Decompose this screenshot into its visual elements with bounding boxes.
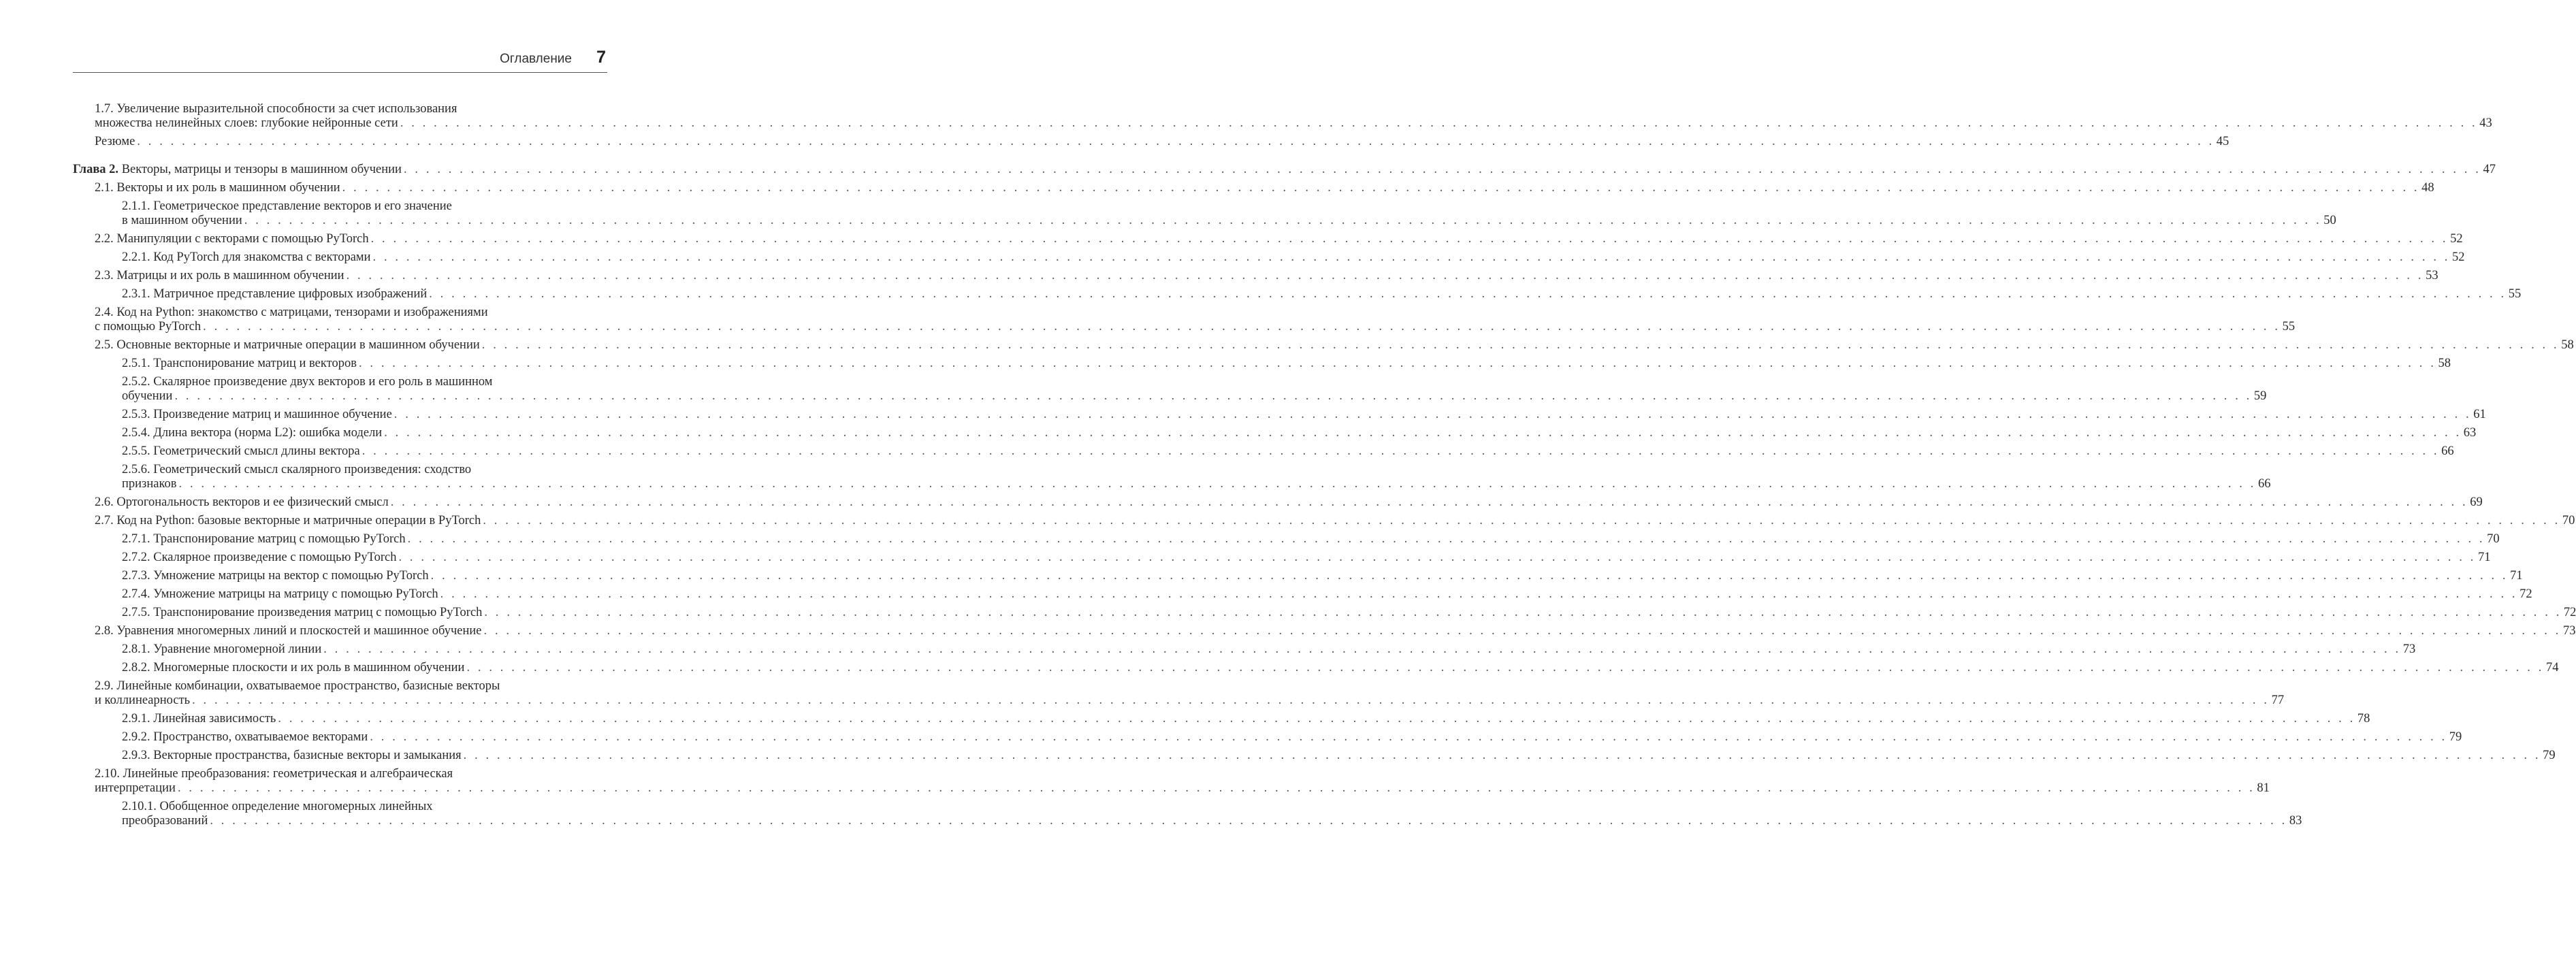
toc-entry-title: интерпретации [95, 781, 176, 795]
toc-entry-section-2-5-5 [73, 444, 2454, 459]
toc-entry-title: признаков [122, 477, 177, 491]
toc-entry-line [95, 514, 2575, 528]
page-number: 7 [596, 48, 606, 67]
dot-leader [384, 426, 2461, 440]
dot-leader [391, 495, 2468, 510]
dot-leader [174, 389, 2251, 404]
dot-leader [373, 250, 2450, 265]
toc-entry-title: 2.7. Код на Python: базовые векторные и матричные операции в PyTorch [95, 514, 481, 527]
toc-entry-title: 2.2. Манипуляции с векторами с помощью PyTorch [95, 232, 369, 246]
toc-entry-title-line: 1.7. Увеличение выразительной способности за счет использования [95, 102, 457, 116]
dot-leader [398, 551, 2475, 565]
toc-entry-title: 2.5.1. Транспонирование матриц и векторов [122, 357, 357, 370]
toc-entry-title-line: 2.10.1. Обобщенное определение многомерных линейных [122, 800, 433, 813]
toc-entry-title: 2.7.1. Транспонирование матриц с помощью PyTorch [122, 532, 406, 546]
toc-page-number: 58 [2561, 338, 2574, 352]
toc-entry-section-2-8-2 [73, 661, 2559, 675]
toc-page-number: 53 [2426, 269, 2438, 282]
toc-entry-section-2-6 [73, 495, 2483, 510]
toc-page-number: 47 [2483, 163, 2496, 176]
toc-entry-title: 2.9.2. Пространство, охватываемое векторами [122, 730, 368, 744]
toc-entry-line [122, 569, 2523, 583]
toc-page-number: 70 [2562, 514, 2575, 527]
toc-page-number: 70 [2487, 532, 2500, 546]
toc-entry-section-2-7-4 [73, 587, 2532, 602]
toc-entry-title: 2.7.4. Умножение матрицы на матрицу с помощью PyTorch [122, 587, 438, 601]
dot-leader [483, 514, 2560, 528]
dot-leader [440, 587, 2517, 602]
toc-entry-title: 2.9.1. Линейная зависимость [122, 712, 276, 726]
toc-page-number: 66 [2441, 444, 2454, 458]
toc-page-number: 78 [2357, 712, 2370, 726]
running-header [73, 49, 607, 71]
toc-page-number: 83 [2289, 814, 2302, 828]
toc-entry-line [95, 269, 2438, 283]
toc-entry-line [122, 214, 2336, 228]
toc-entry-title: обучении [122, 389, 173, 403]
dot-leader [278, 712, 2355, 726]
dot-leader [342, 181, 2419, 195]
toc-page-number: 73 [2562, 624, 2576, 638]
dot-leader [210, 814, 2287, 828]
toc-entry-line [95, 338, 2574, 353]
toc-entry-title-line: 2.5.2. Скалярное произведение двух векторов и его роль в машинном [122, 375, 493, 389]
toc-entry-line [95, 135, 2229, 149]
toc-entry-title: 2.7.5. Транспонирование произведения матриц с помощью PyTorch [122, 606, 483, 619]
toc-page-number: 72 [2519, 587, 2532, 601]
toc-entry-title: и коллинеарность [95, 694, 191, 707]
toc-page-number: 72 [2563, 606, 2576, 619]
toc-entry-title: 2.1. Векторы и их роль в машинном обучении [95, 181, 340, 195]
toc-entry-section-2-4 [73, 306, 2296, 334]
toc-entry-title: 2.6. Ортогональность векторов и ее физический смысл [95, 495, 389, 509]
toc-entry-section-2-3-1 [73, 287, 2522, 302]
dot-leader [408, 532, 2485, 547]
toc-page-number: 81 [2257, 781, 2270, 795]
header-rule [73, 72, 607, 73]
toc-entry-section-2-10 [73, 767, 2270, 796]
toc-page-number: 66 [2258, 477, 2271, 491]
toc-page-number: 71 [2477, 551, 2491, 564]
table-of-contents [73, 102, 2576, 832]
toc-page-number: 52 [2450, 232, 2463, 246]
toc-entry-section-2-9 [73, 679, 2285, 708]
toc-entry-line [95, 181, 2434, 195]
dot-leader [203, 320, 2280, 334]
dot-leader [362, 444, 2439, 459]
toc-entry-title-line: 2.5.6. Геометрический смысл скалярного произведения: сходство [122, 463, 472, 476]
dot-leader [466, 661, 2543, 675]
toc-entry-section-2-5 [73, 338, 2574, 353]
toc-entry-title: преобразований [122, 814, 208, 828]
toc-page-number: 55 [2282, 320, 2296, 333]
toc-entry-title: 2.7.3. Умножение матрицы на вектор с помощью PyTorch [122, 569, 429, 583]
dot-leader [347, 269, 2424, 283]
toc-entry-line [122, 477, 2271, 491]
toc-page-number: 48 [2421, 181, 2434, 195]
toc-page-number: 52 [2452, 250, 2465, 264]
toc-page-number: 73 [2402, 642, 2416, 656]
dot-leader [482, 338, 2559, 353]
toc-entry-line [95, 232, 2463, 246]
toc-entry-title: в машинном обучении [122, 214, 242, 227]
toc-entry-line [122, 587, 2532, 602]
toc-entry-line [122, 606, 2576, 620]
toc-entry-line [122, 749, 2556, 763]
toc-entry-line [122, 250, 2465, 265]
toc-entry-chapter-2 [73, 163, 2496, 177]
toc-page-number: 79 [2543, 749, 2556, 762]
toc-page-number: 58 [2438, 357, 2451, 370]
toc-entry-title-line: 2.10. Линейные преобразования: геометрическая и алгебраическая [95, 767, 453, 781]
toc-entry-title: 2.9.3. Векторные пространства, базисные векторы и замыкания [122, 749, 462, 762]
dot-leader [464, 749, 2541, 763]
toc-entry-line [122, 287, 2522, 302]
toc-entry-title: 2.5. Основные векторные и матричные операции в машинном обучении [95, 338, 480, 352]
toc-entry-section-2-7-1 [73, 532, 2500, 547]
toc-entry-summary [73, 135, 2229, 149]
toc-entry-line [95, 624, 2576, 638]
toc-entry-line [122, 551, 2491, 565]
dot-leader [371, 232, 2448, 246]
toc-entry-title: 2.3.1. Матричное представление цифровых изображений [122, 287, 428, 301]
toc-entry-line [122, 730, 2462, 745]
toc-entry-title: 2.5.3. Произведение матриц и машинное обучение [122, 408, 392, 421]
toc-entry-title: 2.8. Уравнения многомерных линий и плоскостей и машинное обучение [95, 624, 482, 638]
toc-page-number: 63 [2463, 426, 2477, 440]
toc-entry-section-2-5-1 [73, 357, 2451, 371]
toc-entry-title: 2.5.4. Длина вектора (норма L2): ошибка модели [122, 426, 383, 440]
toc-entry-line [122, 532, 2500, 547]
toc-entry-section-2-7-3 [73, 569, 2523, 583]
toc-entry-line [95, 495, 2483, 510]
toc-entry-section-2-7 [73, 514, 2575, 528]
toc-entry-title: 2.7.2. Скалярное произведение с помощью PyTorch [122, 551, 397, 564]
dot-leader [429, 287, 2506, 302]
toc-entry-section-2-5-2 [73, 375, 2267, 404]
toc-entry-title: Резюме [95, 135, 135, 148]
toc-entry-line [95, 694, 2285, 708]
toc-entry-section-2-7-2 [73, 551, 2491, 565]
dot-leader [404, 163, 2481, 177]
chapter-label: Глава 2. [73, 163, 119, 176]
toc-page-number: 69 [2470, 495, 2483, 509]
toc-entry-section-2-1 [73, 181, 2434, 195]
toc-page-number: 61 [2473, 408, 2486, 421]
toc-page-number: 74 [2545, 661, 2559, 674]
dot-leader [431, 569, 2508, 583]
toc-entry-section-2-7-5 [73, 606, 2576, 620]
toc-entry-title: с помощью PyTorch [95, 320, 202, 333]
toc-entry-line [122, 389, 2267, 404]
toc-entry-title: Векторы, матрицы и тензоры в машинном обучении [121, 163, 402, 176]
toc-page-number: 50 [2323, 214, 2336, 227]
toc-entry-line [73, 163, 2496, 177]
dot-leader [484, 624, 2561, 638]
toc-page-number: 43 [2479, 116, 2492, 130]
toc-entry-line [122, 426, 2477, 440]
toc-entry-section-2-9-3 [73, 749, 2556, 763]
toc-entry-line [122, 408, 2486, 422]
toc-entry-line [122, 444, 2454, 459]
toc-entry-section-2-2-1 [73, 250, 2465, 265]
toc-entry-section-2-3 [73, 269, 2438, 283]
toc-entry-title: 2.8.1. Уравнение многомерной линии [122, 642, 322, 656]
toc-entry-line [95, 116, 2492, 131]
dot-leader [400, 116, 2477, 131]
dot-leader [394, 408, 2471, 422]
toc-entry-title: 2.5.5. Геометрический смысл длины вектора [122, 444, 360, 458]
dot-leader [137, 135, 2214, 149]
dot-leader [484, 606, 2561, 620]
toc-page-number: 79 [2449, 730, 2462, 744]
toc-entry-section-2-2 [73, 232, 2463, 246]
toc-entry-line [122, 642, 2416, 657]
toc-page-number: 45 [2216, 135, 2229, 148]
dot-leader [178, 781, 2255, 796]
toc-entry-section-2-9-1 [73, 712, 2370, 726]
toc-entry-title: 2.8.2. Многомерные плоскости и их роль в машинном обучении [122, 661, 465, 674]
dot-leader [244, 214, 2321, 228]
toc-entry-section-2-5-3 [73, 408, 2486, 422]
toc-entry-line [122, 712, 2370, 726]
toc-entry-line [122, 814, 2302, 828]
toc-entry-title: 2.2.1. Код PyTorch для знакомства с векторами [122, 250, 371, 264]
toc-entry-section-2-5-6 [73, 463, 2271, 491]
toc-entry-line [122, 661, 2559, 675]
toc-entry-title: 2.3. Матрицы и их роль в машинном обучении [95, 269, 344, 282]
dot-leader [192, 694, 2269, 708]
toc-entry-title: множества нелинейных слоев: глубокие нейронные сети [95, 116, 398, 130]
dot-leader [179, 477, 2256, 491]
toc-page-number: 71 [2510, 569, 2523, 583]
dot-leader [323, 642, 2400, 657]
toc-entry-section-2-1-1 [73, 199, 2336, 228]
toc-entry-section-2-9-2 [73, 730, 2462, 745]
toc-entry-section-1-7 [73, 102, 2492, 131]
toc-entry-section-2-10-1 [73, 800, 2302, 828]
toc-entry-line [95, 320, 2296, 334]
toc-entry-title-line: 2.9. Линейные комбинации, охватываемое пространство, базисные векторы [95, 679, 500, 693]
running-header-title: Оглавление [500, 52, 572, 66]
dot-leader [359, 357, 2436, 371]
toc-entry-title-line: 2.1.1. Геометрическое представление векторов и его значение [122, 199, 452, 213]
toc-entry-line [122, 357, 2451, 371]
toc-entry-section-2-5-4 [73, 426, 2477, 440]
toc-page-number: 55 [2508, 287, 2522, 301]
toc-entry-section-2-8-1 [73, 642, 2416, 657]
toc-page-number: 59 [2253, 389, 2267, 403]
toc-page-number: 77 [2271, 694, 2285, 707]
toc-entry-line [95, 781, 2270, 796]
toc-entry-title-line: 2.4. Код на Python: знакомство с матрицами, тензорами и изображениями [95, 306, 488, 319]
toc-entry-section-2-8 [73, 624, 2576, 638]
dot-leader [370, 730, 2447, 745]
